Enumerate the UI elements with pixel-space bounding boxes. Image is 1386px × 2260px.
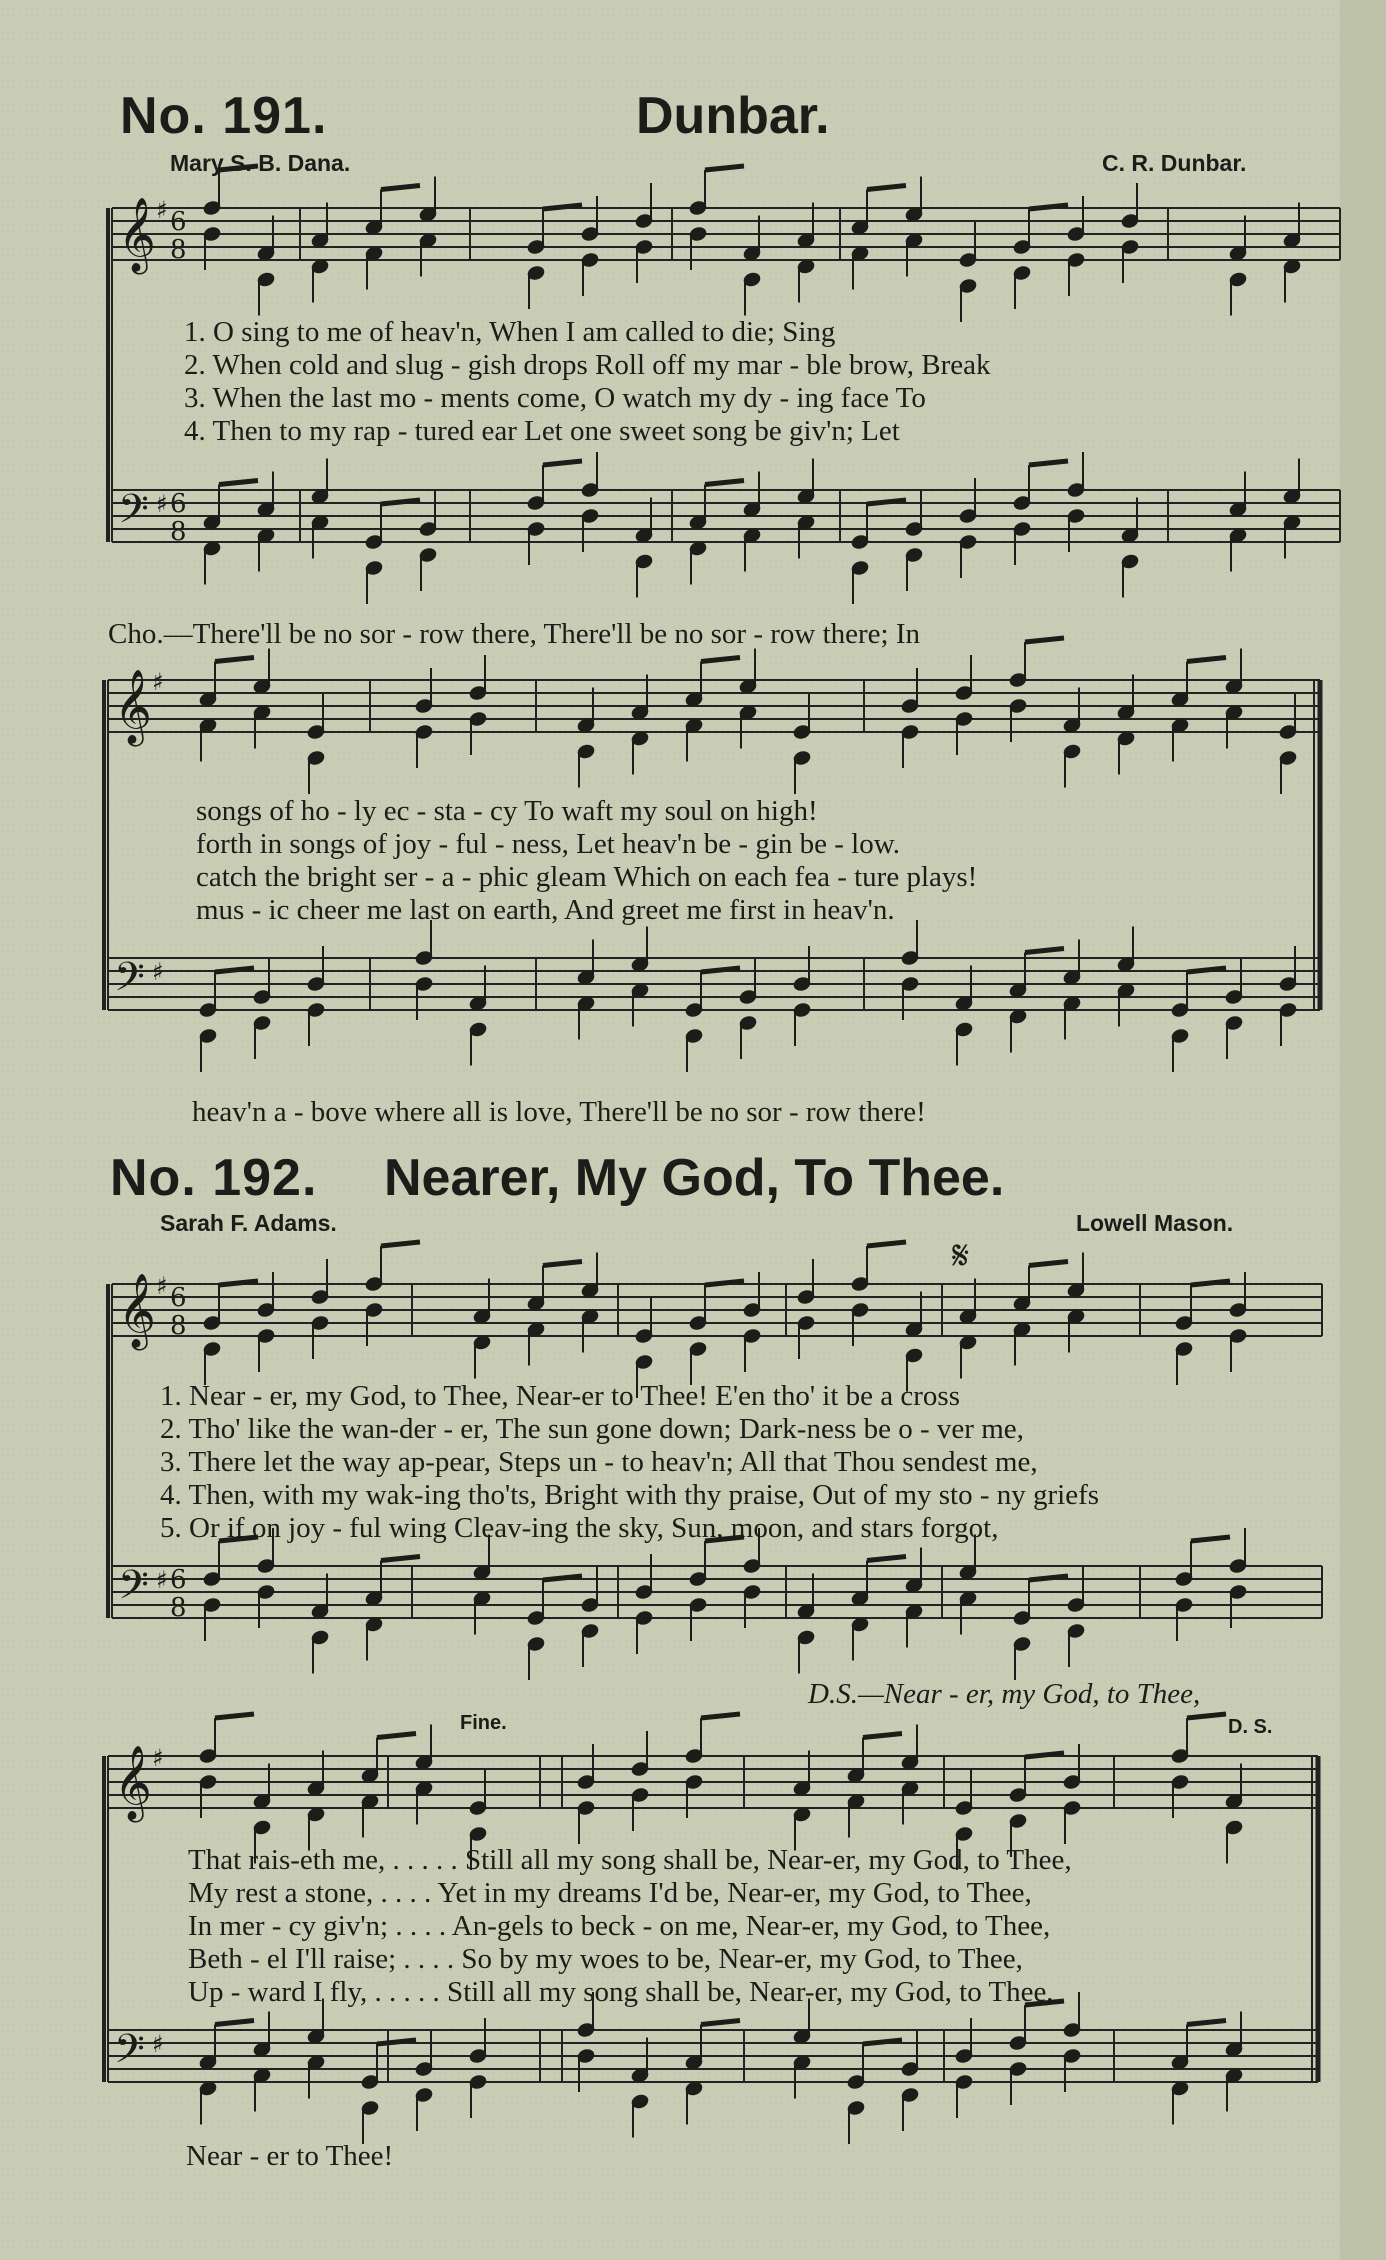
hymn-192-verse-2a: 2. Tho' like the wan-der - er, The sun gone down; Dark-ness be o - ver me, (160, 1413, 1024, 1445)
hymn-191-title: Dunbar. (636, 87, 830, 145)
hymn-192-verse-1b: That rais-eth me, . . . . . Still all my song shall be, Near-er, my God, to Thee, (188, 1844, 1072, 1876)
hymn-192-verse-4b: Beth - el I'll raise; . . . . So by my woes to be, Near-er, my God, to Thee, (188, 1943, 1023, 1975)
svg-text:♯: ♯ (156, 1566, 168, 1594)
svg-text:𝄞: 𝄞 (118, 198, 156, 272)
hymn-191-verse-4a: 4. Then to my rap - tured ear Let one sweet song be giv'n; Let (184, 415, 900, 447)
hymn-191-verse-1b: songs of ho - ly ec - sta - cy To waft my soul on high! (196, 795, 818, 827)
svg-text:♯: ♯ (152, 668, 164, 696)
svg-text:𝄞: 𝄞 (114, 670, 152, 744)
hymn-191-verse-2b: forth in songs of joy - ful - ness, Let heav'n be - gin be - low. (196, 828, 901, 860)
hymn-191-number: No. 191. (120, 87, 328, 145)
svg-text:♯: ♯ (156, 1272, 168, 1300)
ds-mark: D. S. (1228, 1716, 1273, 1738)
svg-text:6: 6 (170, 207, 187, 237)
fine-mark: Fine. (460, 1712, 507, 1734)
svg-text:6: 6 (170, 1283, 187, 1313)
hymn-191-verse-3b: catch the bright ser - a - phic gleam Which on each fea - ture plays! (196, 861, 978, 893)
svg-text:𝄞: 𝄞 (114, 1746, 152, 1820)
hymn-192-verse-1a: 1. Near - er, my God, to Thee, Near-er to Thee! E'en tho' it be a cross (160, 1380, 961, 1412)
segno-sign: 𝄋 (952, 1233, 970, 1278)
svg-text:𝄢: 𝄢 (114, 2026, 145, 2082)
hymn-192-verse-4a: 4. Then, with my wak-ing tho'ts, Bright with thy praise, Out of my sto - ny griefs (160, 1479, 1100, 1511)
hymn-191-verse-2a: 2. When cold and slug - gish drops Roll off my mar - ble brow, Break (184, 349, 991, 381)
svg-text:8: 8 (170, 235, 187, 265)
hymn-192-author: Sarah F. Adams. (160, 1210, 337, 1236)
hymn-192-verse-3b: In mer - cy giv'n; . . . . An-gels to beck - on me, Near-er, my God, to Thee, (188, 1910, 1051, 1942)
hymn-192-verse-5b: Up - ward I fly, . . . . . Still all my song shall be, Near-er, my God, to Thee, (188, 1976, 1054, 2008)
hymn-192-verse-2b: My rest a stone, . . . . Yet in my dreams I'd be, Near-er, my God, to Thee, (188, 1877, 1032, 1909)
svg-text:𝄢: 𝄢 (118, 1562, 149, 1618)
hymn-192-verse-3a: 3. There let the way ap-pear, Steps un - to heav'n; All that Thou sendest me, (160, 1446, 1038, 1478)
svg-text:♯: ♯ (152, 2030, 164, 2058)
hymn-191-verse-3a: 3. When the last mo - ments come, O watch my dy - ing face To (184, 382, 926, 414)
hymn-192-verse-5a: 5. Or if on joy - ful wing Cleav-ing the sky, Sun, moon, and stars forgot, (160, 1512, 999, 1544)
svg-text:𝄢: 𝄢 (118, 486, 149, 542)
hymn-192-composer: Lowell Mason. (1076, 1210, 1234, 1236)
svg-text:♯: ♯ (152, 958, 164, 986)
hymn-191-composer: C. R. Dunbar. (1102, 150, 1247, 176)
svg-text:6: 6 (170, 1565, 187, 1595)
svg-text:8: 8 (170, 517, 187, 547)
hymn-192-title: Nearer, My God, To Thee. (384, 1149, 1005, 1207)
ds-line: D.S.—Near - er, my God, to Thee, (808, 1678, 1201, 1710)
svg-text:8: 8 (170, 1311, 187, 1341)
svg-text:♯: ♯ (156, 490, 168, 518)
svg-text:6: 6 (170, 489, 187, 519)
hymn-191-chorus-line: Cho.—There'll be no sor - row there, There'll be no sor - row there; In (108, 618, 920, 650)
svg-text:♯: ♯ (156, 196, 168, 224)
svg-text:♯: ♯ (152, 1744, 164, 1772)
hymn-192-final: Near - er to Thee! (186, 2140, 394, 2172)
svg-text:𝄞: 𝄞 (118, 1274, 156, 1348)
hymn-191-verse-1a: 1. O sing to me of heav'n, When I am called to die; Sing (184, 316, 836, 348)
hymn-191-author: Mary S. B. Dana. (170, 150, 351, 176)
svg-text:8: 8 (170, 1593, 187, 1623)
hymn-191-verse-4b: mus - ic cheer me last on earth, And greet me first in heav'n. (196, 894, 895, 926)
hymn-192-number: No. 192. (110, 1149, 318, 1207)
hymn-191-chorus-end: heav'n a - bove where all is love, There'll be no sor - row there! (192, 1096, 926, 1128)
svg-text:𝄢: 𝄢 (114, 954, 145, 1010)
